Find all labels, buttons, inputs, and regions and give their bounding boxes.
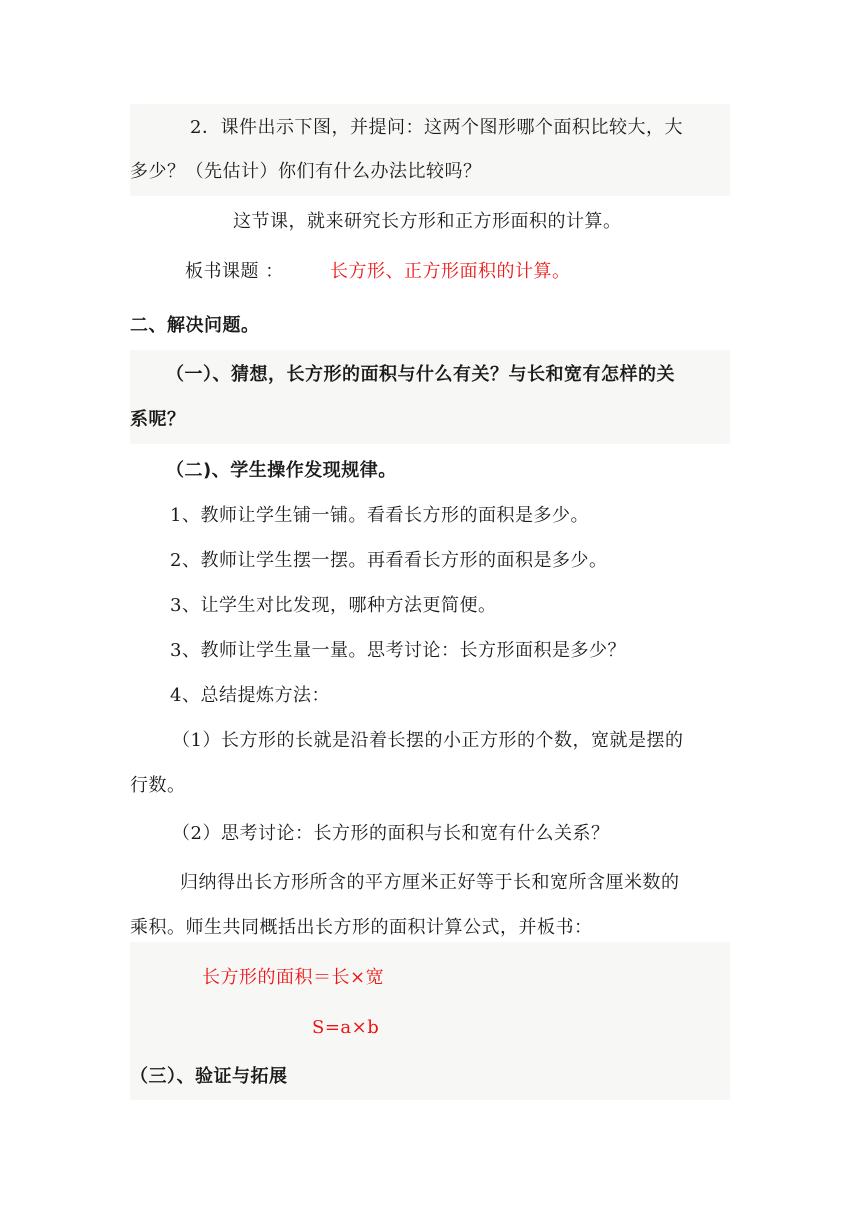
list-item: 3、让学生对比发现，哪种方法更简便。 (170, 595, 497, 616)
text-line: 多少？（先估计）你们有什么办法比较吗？ (130, 161, 482, 182)
text-line: 乘积。师生共同概括出长方形的面积计算公式，并板书： (130, 917, 593, 938)
text-line: 归纳得出长方形所含的平方厘米正好等于长和宽所含厘米数的 (180, 872, 680, 893)
section-heading: 二、解决问题。 (130, 315, 260, 336)
text-line: （2）思考讨论：长方形的面积与长和宽有什么关系？ (172, 823, 610, 844)
area-formula-words: 长方形的面积＝长×宽 (202, 967, 385, 988)
text-line: （一）、猜想，长方形的面积与什么有关？与长和宽有怎样的关 (166, 364, 675, 385)
list-item: 3、教师让学生量一量。思考讨论：长方形面积是多少？ (170, 640, 626, 661)
lesson-title: 长方形、正方形面积的计算。 (329, 261, 571, 282)
board-title-line (185, 259, 730, 285)
subsection-heading: （三）、验证与拓展 (130, 1066, 288, 1087)
text-line: （1）长方形的长就是沿着长摆的小正方形的个数，宽就是摆的 (172, 730, 684, 751)
list-item: 2、教师让学生摆一摆。再看看长方形的面积是多少。 (170, 550, 608, 571)
text-line: 2．课件出示下图，并提问：这两个图形哪个面积比较大，大 (190, 117, 683, 138)
text-line: 这节课，就来研究长方形和正方形面积的计算。 (233, 211, 622, 232)
text-line: 行数。 (130, 775, 186, 796)
list-item: 1、教师让学生铺一铺。看看长方形的面积是多少。 (170, 505, 589, 526)
subsection-heading: （二)、学生操作发现规律。 (166, 460, 397, 481)
list-item: 4、总结提炼方法： (170, 685, 330, 706)
text-line: 系呢？ (130, 409, 186, 430)
board-title-label: 板书课题 ： (185, 261, 284, 282)
area-formula-symbols: S=a×b (312, 1017, 380, 1038)
